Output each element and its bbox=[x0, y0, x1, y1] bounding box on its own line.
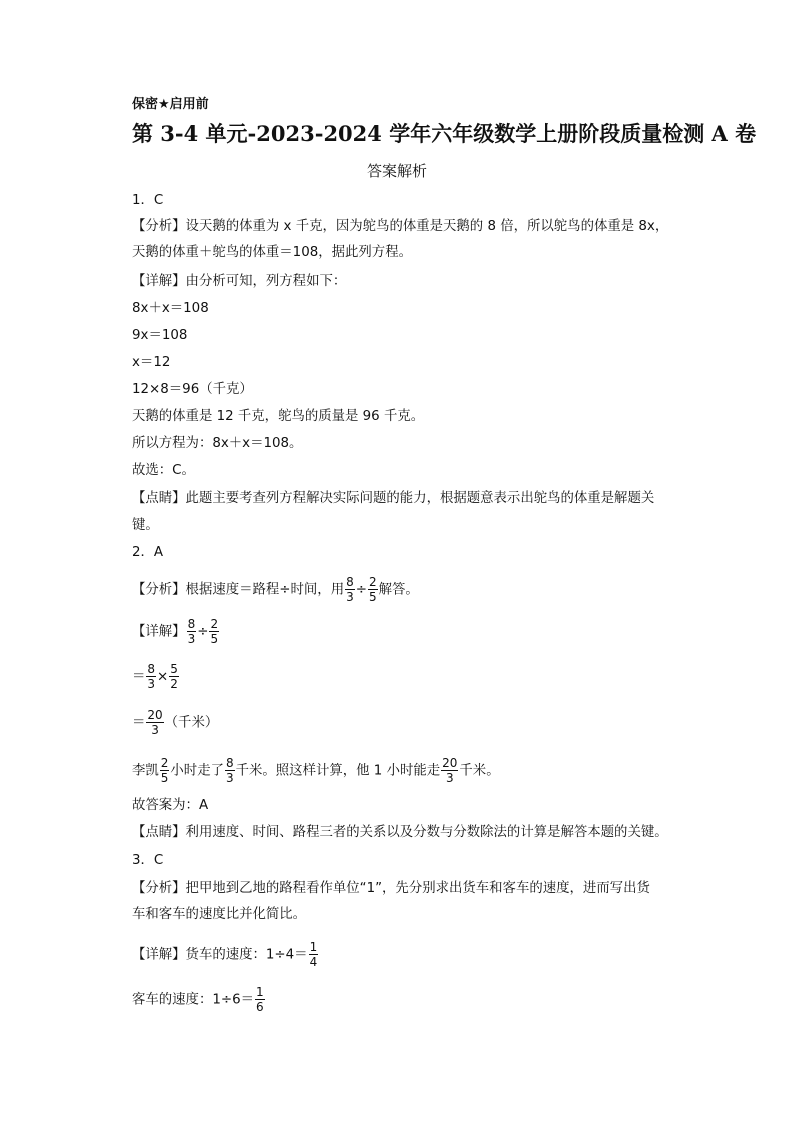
fraction-8-3: $\frac{8}{3}$ bbox=[346, 575, 354, 604]
equals-sign: ＝ bbox=[132, 715, 146, 731]
q2-detail-label: 【详解】 bbox=[132, 624, 186, 640]
q1-comment-line1: 【点睛】此题主要考查列方程解决实际问题的能力，根据题意表示出鸵鸟的体重是解题关 bbox=[132, 491, 655, 506]
times-sign: × bbox=[157, 669, 169, 685]
q3-detail-text-2: 客车的速度：1÷6＝ bbox=[132, 992, 254, 1008]
q3-analysis-line1: 【分析】把甲地到乙地的路程看作单位“1”，先分别求出货车和客车的速度，进而写出货 bbox=[132, 881, 650, 896]
document-subtitle: 答案解析 bbox=[366, 162, 427, 180]
divide-sign: ÷ bbox=[355, 582, 367, 598]
q2-result-part-c: 千米。照这样计算，他 1 小时能走 bbox=[235, 763, 441, 779]
q1-result: 天鹅的体重是 12 千克，鸵鸟的质量是 96 千克。 bbox=[132, 409, 425, 424]
unit-km: （千米） bbox=[164, 715, 219, 731]
equals-sign: ＝ bbox=[132, 669, 146, 685]
q2-analysis-end: 解答。 bbox=[378, 582, 419, 598]
q1-equation-3: x＝12 bbox=[132, 355, 171, 370]
q2-answer: 故答案为：A bbox=[132, 798, 209, 813]
q2-detail-line2 bbox=[132, 662, 180, 691]
fraction-8-3: $\frac{8}{3}$ bbox=[225, 756, 234, 785]
q1-equation-summary: 所以方程为：8x＋x＝108。 bbox=[132, 436, 303, 451]
fraction-8-3: $\frac{8}{3}$ bbox=[187, 617, 196, 646]
q2-result bbox=[132, 756, 500, 785]
q3-detail-text-1: 【详解】货车的速度：1÷4＝ bbox=[132, 947, 308, 963]
q2-analysis-text: 【分析】根据速度＝路程÷时间，用 bbox=[132, 582, 345, 598]
q1-detail-intro: 【详解】由分析可知，列方程如下： bbox=[132, 274, 347, 289]
q1-equation-2: 9x＝108 bbox=[132, 328, 188, 343]
q2-detail-line1 bbox=[132, 617, 220, 646]
q2-result-part-d: 千米。 bbox=[459, 763, 500, 779]
q2-result-part-a: 李凯 bbox=[132, 763, 159, 779]
divide-sign: ÷ bbox=[197, 624, 209, 640]
q1-number: 1．C bbox=[132, 193, 164, 208]
q1-choice: 故选：C。 bbox=[132, 463, 195, 478]
q1-equation-1: 8x＋x＝108 bbox=[132, 301, 209, 316]
q1-equation-4: 12×8＝96（千克） bbox=[132, 382, 253, 397]
fraction-20-3: $\frac{20}{3}$ bbox=[147, 708, 163, 737]
q2-comment: 【点睛】利用速度、时间、路程三者的关系以及分数与分数除法的计算是解答本题的关键。 bbox=[132, 825, 668, 840]
q3-number: 3．C bbox=[132, 853, 164, 868]
q1-comment-line2: 键。 bbox=[132, 518, 159, 533]
q2-number: 2．A bbox=[132, 545, 164, 560]
fraction-2-5: $\frac{2}{5}$ bbox=[160, 756, 169, 785]
fraction-1-6: $\frac{1}{6}$ bbox=[256, 985, 264, 1014]
fraction-2-5: $\frac{2}{5}$ bbox=[210, 617, 219, 646]
q2-result-part-b: 小时走了 bbox=[170, 763, 224, 779]
fraction-20-3: $\frac{20}{3}$ bbox=[442, 756, 458, 785]
q2-detail-line3 bbox=[132, 708, 218, 737]
q3-detail-line2 bbox=[132, 985, 266, 1014]
q1-analysis-line1: 【分析】设天鹅的体重为 x 千克，因为鸵鸟的体重是天鹅的 8 倍，所以鸵鸟的体重是 8x， bbox=[132, 219, 669, 234]
fraction-8-3: $\frac{8}{3}$ bbox=[147, 662, 156, 691]
q1-analysis-line2: 天鹅的体重＋鸵鸟的体重＝108，据此列方程。 bbox=[132, 245, 412, 260]
confidential-label: 保密★启用前 bbox=[132, 97, 209, 112]
q2-analysis bbox=[132, 575, 419, 604]
fraction-1-4: $\frac{1}{4}$ bbox=[309, 940, 318, 969]
fraction-2-5: $\frac{2}{5}$ bbox=[368, 575, 377, 604]
q3-analysis-line2: 车和客车的速度比并化简比。 bbox=[132, 907, 307, 922]
fraction-5-2: $\frac{5}{2}$ bbox=[170, 662, 178, 691]
q3-detail-line1 bbox=[132, 940, 319, 969]
document-title: 第 3-4 单元-2023-2024 学年六年级数学上册阶段质量检测 A 卷 bbox=[132, 121, 757, 146]
